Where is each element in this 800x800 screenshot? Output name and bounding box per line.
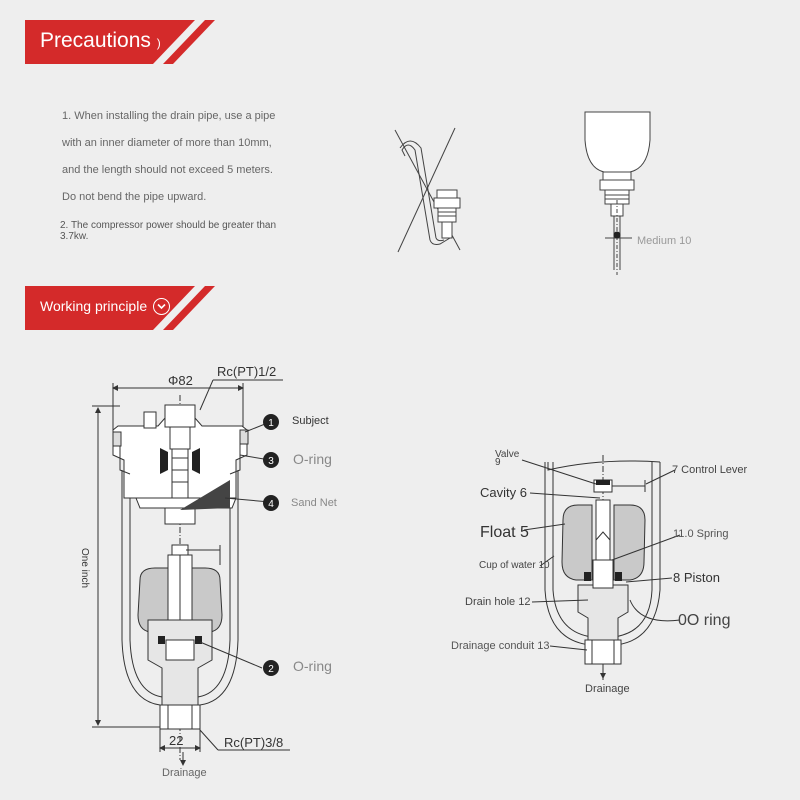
working-principle-title: Working principle (40, 298, 170, 316)
wrong-installation-sketch (395, 128, 460, 252)
callout-number: 3 (268, 456, 274, 467)
float-label: Float 5 (480, 524, 529, 541)
callout-text: Subject (292, 415, 329, 427)
cavity-label: Cavity 6 (480, 485, 527, 500)
drainage-label: Drainage (585, 683, 630, 695)
callout-3 (263, 451, 332, 468)
spring-label: 11.0 Spring (673, 528, 729, 540)
diameter-label: Φ82 (168, 373, 193, 388)
medium-label: Medium 10 (637, 235, 692, 247)
precaution-line: with an inner diameter of more than 10mm, (62, 137, 272, 149)
precaution-line: 1. When installing the drain pipe, use a pipe (62, 110, 276, 122)
valve-number: 9 (495, 457, 501, 468)
water-cup-label: Cup of water 10 (479, 560, 550, 571)
callout-number: 4 (268, 499, 274, 510)
drainage-label: Drainage (162, 767, 207, 779)
bottom-width-label: 22 (169, 733, 184, 748)
top-port-label: Rc(PT)1/2 (217, 364, 277, 379)
bottom-port-label: Rc(PT)3/8 (224, 735, 284, 750)
precaution-note-2: 2. The compressor power should be greater than 3.7kw. (60, 220, 277, 242)
precaution-line: Do not bend the pipe upward. (62, 191, 207, 203)
drainage-conduit-label: Drainage conduit 13 (451, 640, 550, 652)
drain-hole-label: Drain hole 12 (465, 596, 531, 608)
correct-installation-sketch (585, 112, 650, 275)
callout-text: Sand Net (291, 497, 337, 509)
valve-label: Valve (495, 449, 520, 460)
callout-number: 1 (268, 418, 274, 429)
precaution-line: and the length should not exceed 5 meters. (62, 164, 273, 176)
o-ring-label: 0O ring (678, 612, 731, 629)
callout-text: O-ring (293, 451, 332, 467)
callout-1 (263, 414, 329, 430)
piston-label: 8 Piston (673, 570, 720, 585)
callout-2 (263, 658, 332, 676)
control-lever-label: 7 Control Lever (672, 464, 748, 476)
callout-4 (263, 495, 337, 511)
callout-number: 2 (268, 664, 274, 675)
left-section-drawing (92, 380, 290, 765)
precautions-title: Precautions ) (40, 29, 161, 52)
height-label: One inch (79, 548, 90, 589)
callout-text: O-ring (293, 658, 332, 674)
